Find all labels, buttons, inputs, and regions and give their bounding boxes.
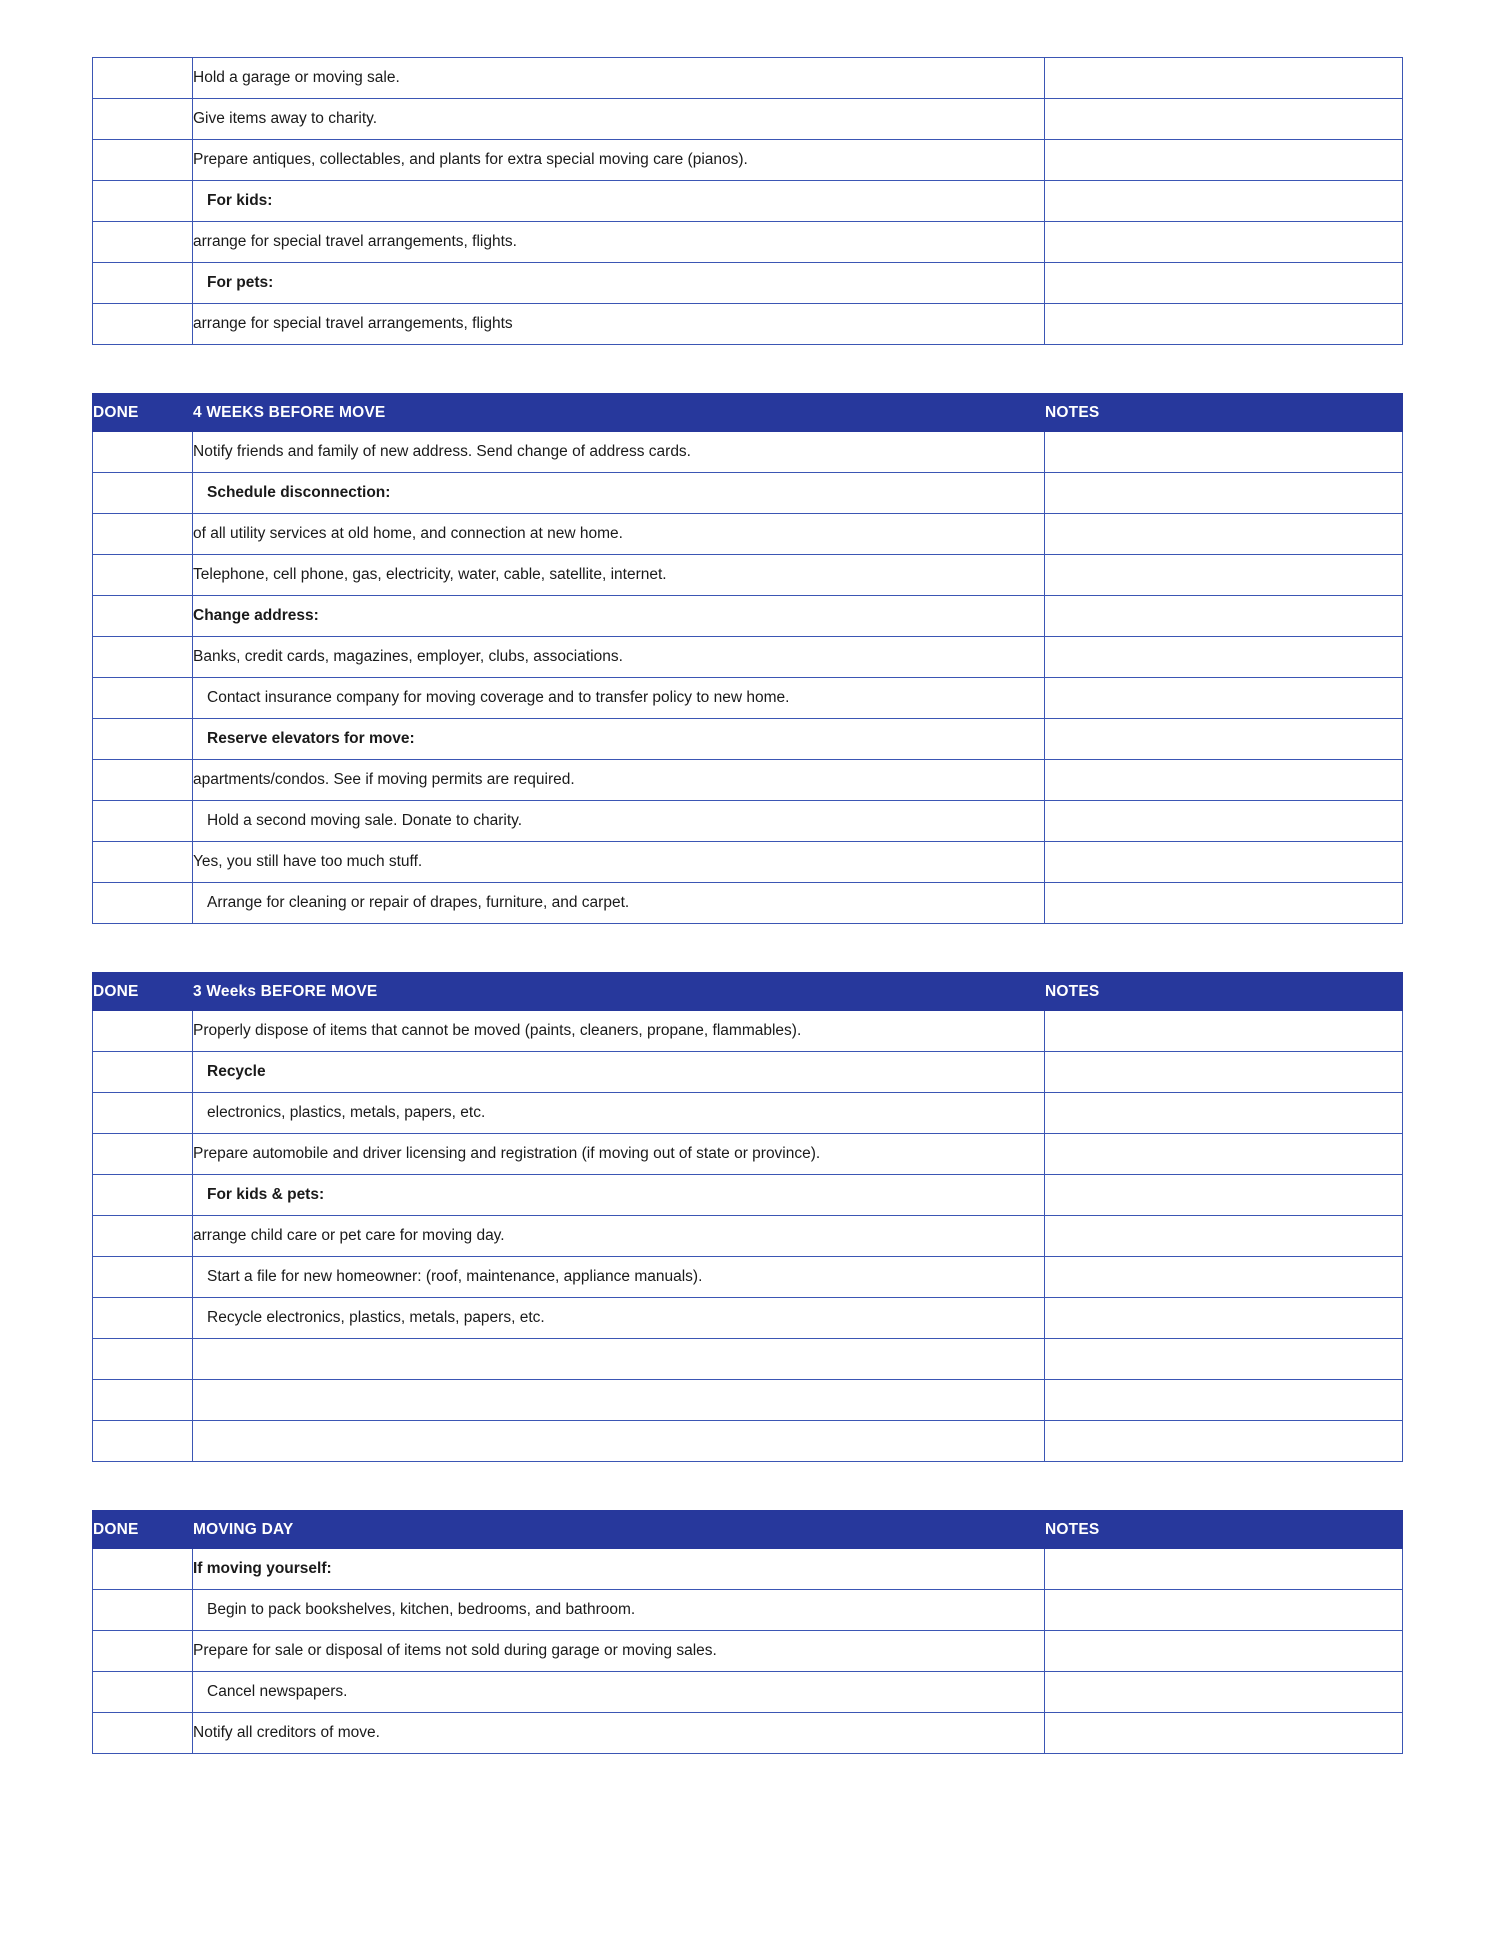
task-cell — [193, 760, 1045, 801]
table-row — [93, 1011, 1403, 1052]
task-cell — [193, 555, 1045, 596]
task-cell — [193, 1298, 1045, 1339]
table-header-row — [93, 1511, 1403, 1549]
done-checkbox-cell[interactable] — [93, 1052, 193, 1093]
notes-cell[interactable] — [1045, 1175, 1403, 1216]
done-checkbox-cell[interactable] — [93, 637, 193, 678]
table-gap — [92, 924, 1404, 972]
notes-cell[interactable] — [1045, 1713, 1403, 1754]
table-continued-table — [92, 57, 1403, 345]
table-row — [93, 1631, 1403, 1672]
done-checkbox-cell[interactable] — [93, 222, 193, 263]
task-text: For kids: — [207, 192, 273, 209]
done-checkbox-cell[interactable] — [93, 1257, 193, 1298]
done-checkbox-cell[interactable] — [93, 473, 193, 514]
notes-cell[interactable] — [1045, 1134, 1403, 1175]
task-cell — [193, 1713, 1045, 1754]
table-row — [93, 1175, 1403, 1216]
task-text: Prepare antiques, collectables, and plants for extra special moving care (pianos). — [193, 151, 748, 168]
done-checkbox-cell[interactable] — [93, 58, 193, 99]
task-cell — [193, 1134, 1045, 1175]
done-checkbox-cell[interactable] — [93, 678, 193, 719]
task-cell — [193, 842, 1045, 883]
header-notes-label: NOTES — [1045, 973, 1403, 1011]
notes-cell[interactable] — [1045, 555, 1403, 596]
header-notes-label: NOTES — [1045, 1511, 1403, 1549]
task-cell — [193, 181, 1045, 222]
done-checkbox-cell[interactable] — [93, 1380, 193, 1421]
task-text: Change address: — [193, 607, 319, 624]
table-row — [93, 1216, 1403, 1257]
notes-cell[interactable] — [1045, 678, 1403, 719]
task-cell — [193, 1257, 1045, 1298]
tables-container — [92, 57, 1404, 1754]
notes-cell[interactable] — [1045, 1216, 1403, 1257]
table-row — [93, 719, 1403, 760]
task-text: Recycle electronics, plastics, metals, papers, etc. — [207, 1309, 545, 1326]
table-row — [93, 1134, 1403, 1175]
task-text: Arrange for cleaning or repair of drapes, furniture, and carpet. — [207, 894, 630, 911]
task-text: Recycle — [207, 1063, 266, 1080]
table-row — [93, 473, 1403, 514]
table-row — [93, 140, 1403, 181]
task-text: Cancel newspapers. — [207, 1683, 348, 1700]
table-row — [93, 1257, 1403, 1298]
task-text: For kids & pets: — [207, 1186, 325, 1203]
table-row — [93, 883, 1403, 924]
task-cell — [193, 801, 1045, 842]
table-row — [93, 1380, 1403, 1421]
done-checkbox-cell[interactable] — [93, 801, 193, 842]
notes-cell[interactable] — [1045, 263, 1403, 304]
table-row — [93, 1093, 1403, 1134]
task-cell — [193, 473, 1045, 514]
table-row — [93, 596, 1403, 637]
task-cell — [193, 1590, 1045, 1631]
done-checkbox-cell[interactable] — [93, 842, 193, 883]
table-row — [93, 1713, 1403, 1754]
header-done-label: DONE — [93, 394, 193, 432]
table-gap — [92, 345, 1404, 393]
header-section-title: 4 WEEKS BEFORE MOVE — [193, 394, 1045, 432]
task-text: Hold a second moving sale. Donate to charity. — [207, 812, 523, 829]
done-checkbox-cell[interactable] — [93, 99, 193, 140]
task-cell — [193, 1216, 1045, 1257]
done-checkbox-cell[interactable] — [93, 1216, 193, 1257]
notes-cell[interactable] — [1045, 432, 1403, 473]
task-text: Hold a garage or moving sale. — [193, 69, 400, 86]
table-row — [93, 1052, 1403, 1093]
task-text: Yes, you still have too much stuff. — [193, 853, 423, 870]
task-cell — [193, 1052, 1045, 1093]
task-cell — [193, 1175, 1045, 1216]
done-checkbox-cell[interactable] — [93, 304, 193, 345]
task-text: electronics, plastics, metals, papers, etc. — [207, 1104, 486, 1121]
task-cell — [193, 222, 1045, 263]
done-checkbox-cell[interactable] — [93, 263, 193, 304]
task-cell — [193, 514, 1045, 555]
task-cell — [193, 883, 1045, 924]
table-row — [93, 801, 1403, 842]
task-text: Banks, credit cards, magazines, employer, clubs, associations. — [193, 648, 623, 665]
notes-cell[interactable] — [1045, 719, 1403, 760]
task-text: For pets: — [207, 274, 274, 291]
notes-cell[interactable] — [1045, 222, 1403, 263]
notes-cell[interactable] — [1045, 1093, 1403, 1134]
task-text: Prepare for sale or disposal of items not sold during garage or moving sales. — [193, 1642, 717, 1659]
notes-cell[interactable] — [1045, 1590, 1403, 1631]
notes-cell[interactable] — [1045, 883, 1403, 924]
task-text: Give items away to charity. — [193, 110, 378, 127]
task-cell — [193, 719, 1045, 760]
table-header-row — [93, 973, 1403, 1011]
task-cell — [193, 678, 1045, 719]
table-moving-day — [92, 1510, 1403, 1754]
table-three-weeks-before-move — [92, 972, 1403, 1462]
notes-cell[interactable] — [1045, 1631, 1403, 1672]
task-text: Notify all creditors of move. — [193, 1724, 380, 1741]
task-cell — [193, 1549, 1045, 1590]
table-row — [93, 1590, 1403, 1631]
table-header-row — [93, 394, 1403, 432]
done-checkbox-cell[interactable] — [93, 140, 193, 181]
notes-cell[interactable] — [1045, 1298, 1403, 1339]
header-section-title: MOVING DAY — [193, 1511, 1045, 1549]
notes-cell[interactable] — [1045, 304, 1403, 345]
table-row — [93, 181, 1403, 222]
done-checkbox-cell[interactable] — [93, 181, 193, 222]
task-text: Contact insurance company for moving coverage and to transfer policy to new home. — [207, 689, 790, 706]
notes-cell[interactable] — [1045, 842, 1403, 883]
task-text: of all utility services at old home, and connection at new home. — [193, 525, 623, 542]
notes-cell[interactable] — [1045, 596, 1403, 637]
table-row — [93, 1549, 1403, 1590]
notes-cell[interactable] — [1045, 1421, 1403, 1462]
table-row — [93, 555, 1403, 596]
done-checkbox-cell[interactable] — [93, 514, 193, 555]
task-cell — [193, 263, 1045, 304]
task-text: Begin to pack bookshelves, kitchen, bedrooms, and bathroom. — [207, 1601, 636, 1618]
table-row — [93, 432, 1403, 473]
done-checkbox-cell[interactable] — [93, 1011, 193, 1052]
task-text: Schedule disconnection: — [207, 484, 391, 501]
done-checkbox-cell[interactable] — [93, 1093, 193, 1134]
done-checkbox-cell[interactable] — [93, 1549, 193, 1590]
table-row — [93, 1421, 1403, 1462]
checklist-table-moving-day — [92, 1510, 1404, 1754]
task-cell — [193, 1011, 1045, 1052]
notes-cell[interactable] — [1045, 637, 1403, 678]
table-row — [93, 58, 1403, 99]
table-row — [93, 99, 1403, 140]
done-checkbox-cell[interactable] — [93, 1339, 193, 1380]
task-cell — [193, 1672, 1045, 1713]
done-checkbox-cell[interactable] — [93, 596, 193, 637]
task-text: arrange for special travel arrangements, flights — [193, 315, 513, 332]
task-text: If moving yourself: — [193, 1560, 332, 1577]
notes-cell[interactable] — [1045, 1672, 1403, 1713]
table-row — [93, 1339, 1403, 1380]
done-checkbox-cell[interactable] — [93, 1421, 193, 1462]
done-checkbox-cell[interactable] — [93, 432, 193, 473]
task-cell — [193, 596, 1045, 637]
checklist-table-three-weeks-before-move — [92, 972, 1404, 1462]
done-checkbox-cell[interactable] — [93, 1672, 193, 1713]
done-checkbox-cell[interactable] — [93, 1631, 193, 1672]
notes-cell[interactable] — [1045, 1011, 1403, 1052]
done-checkbox-cell[interactable] — [93, 760, 193, 801]
table-row — [93, 263, 1403, 304]
notes-cell[interactable] — [1045, 99, 1403, 140]
notes-cell[interactable] — [1045, 760, 1403, 801]
table-row — [93, 1672, 1403, 1713]
table-row — [93, 514, 1403, 555]
notes-cell[interactable] — [1045, 473, 1403, 514]
table-row — [93, 678, 1403, 719]
table-row — [93, 637, 1403, 678]
done-checkbox-cell[interactable] — [93, 1590, 193, 1631]
done-checkbox-cell[interactable] — [93, 1134, 193, 1175]
table-row — [93, 1298, 1403, 1339]
notes-cell[interactable] — [1045, 801, 1403, 842]
task-text: Reserve elevators for move: — [207, 730, 415, 747]
header-done-label: DONE — [93, 1511, 193, 1549]
task-cell — [193, 1631, 1045, 1672]
header-section-title: 3 Weeks BEFORE MOVE — [193, 973, 1045, 1011]
task-cell — [193, 1380, 1045, 1421]
table-row — [93, 304, 1403, 345]
header-notes-label: NOTES — [1045, 394, 1403, 432]
table-row — [93, 842, 1403, 883]
task-text: Prepare automobile and driver licensing and registration (if moving out of state or province). — [193, 1145, 821, 1162]
checklist-table-four-weeks-before-move — [92, 393, 1404, 924]
task-cell — [193, 1339, 1045, 1380]
header-done-label: DONE — [93, 973, 193, 1011]
task-cell — [193, 140, 1045, 181]
notes-cell[interactable] — [1045, 1339, 1403, 1380]
notes-cell[interactable] — [1045, 514, 1403, 555]
notes-cell[interactable] — [1045, 181, 1403, 222]
table-row — [93, 760, 1403, 801]
notes-cell[interactable] — [1045, 1052, 1403, 1093]
table-gap — [92, 1462, 1404, 1510]
checklist-table-continued-table — [92, 57, 1404, 345]
task-cell — [193, 58, 1045, 99]
table-four-weeks-before-move — [92, 393, 1403, 924]
task-text: apartments/condos. See if moving permits are required. — [193, 771, 575, 788]
notes-cell[interactable] — [1045, 1257, 1403, 1298]
notes-cell[interactable] — [1045, 1380, 1403, 1421]
task-cell — [193, 99, 1045, 140]
done-checkbox-cell[interactable] — [93, 1175, 193, 1216]
done-checkbox-cell[interactable] — [93, 555, 193, 596]
task-text: Telephone, cell phone, gas, electricity, water, cable, satellite, internet. — [193, 566, 667, 583]
notes-cell[interactable] — [1045, 1549, 1403, 1590]
notes-cell[interactable] — [1045, 140, 1403, 181]
done-checkbox-cell[interactable] — [93, 883, 193, 924]
done-checkbox-cell[interactable] — [93, 719, 193, 760]
task-text: Start a file for new homeowner: (roof, maintenance, appliance manuals). — [207, 1268, 703, 1285]
task-cell — [193, 1093, 1045, 1134]
table-row — [93, 222, 1403, 263]
task-cell — [193, 1421, 1045, 1462]
task-text: arrange child care or pet care for moving day. — [193, 1227, 505, 1244]
task-text: arrange for special travel arrangements, flights. — [193, 233, 517, 250]
done-checkbox-cell[interactable] — [93, 1298, 193, 1339]
task-text: Notify friends and family of new address. Send change of address cards. — [193, 443, 691, 460]
task-cell — [193, 637, 1045, 678]
done-checkbox-cell[interactable] — [93, 1713, 193, 1754]
task-cell — [193, 432, 1045, 473]
task-text: Properly dispose of items that cannot be moved (paints, cleaners, propane, flammables). — [193, 1022, 802, 1039]
notes-cell[interactable] — [1045, 58, 1403, 99]
task-cell — [193, 304, 1045, 345]
